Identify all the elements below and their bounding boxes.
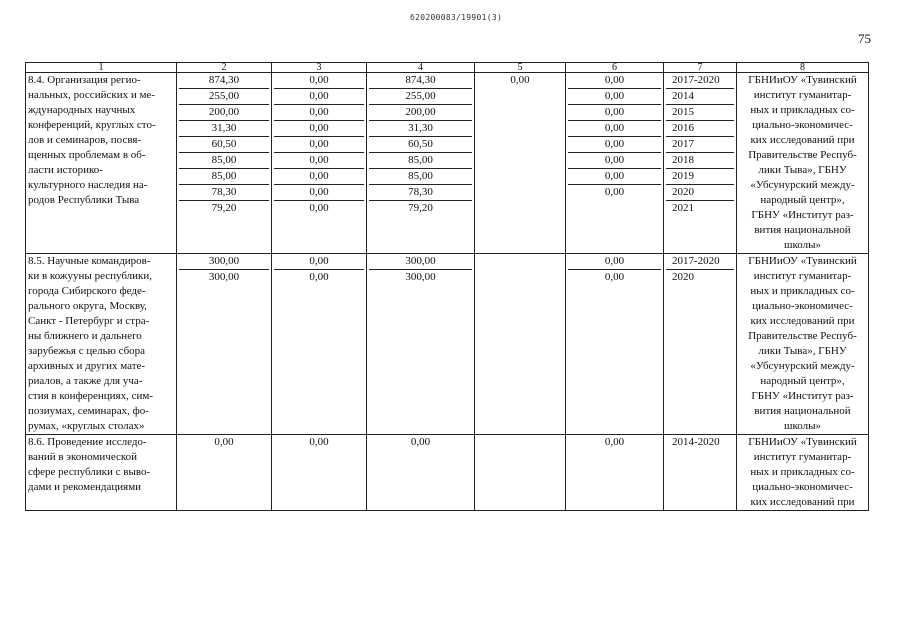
activity-name-cell-line: родов Республики Тыва: [28, 194, 140, 206]
page-number: 75: [858, 31, 871, 46]
local-funding-cell: [475, 254, 566, 435]
republic-funding-cell-value: 874,30: [369, 73, 472, 89]
activity-name-cell-line: зарубежья с целью сбора: [28, 345, 146, 357]
republic-funding-cell: [367, 435, 475, 511]
period-cell: [664, 73, 737, 254]
activity-name-cell-line: риалов, а также для уча-: [28, 375, 143, 387]
activity-name-cell: [26, 254, 177, 435]
federal-funding-cell-value: 0,00: [309, 202, 329, 214]
activity-name-cell-line: сфере республики с выво-: [28, 466, 151, 478]
extra-funding-cell-value: 0,00: [568, 121, 661, 137]
federal-funding-cell: [272, 435, 367, 511]
activity-name-cell-line: города Сибирского феде-: [28, 285, 146, 297]
executor-cell-line: ных и прикладных со-: [750, 466, 855, 478]
local-funding-cell: [475, 73, 566, 254]
executor-cell: [737, 254, 869, 435]
executor-cell-line: Правительстве Респуб-: [748, 330, 857, 342]
period-cell: [664, 435, 737, 511]
local-funding-cell-value: 0,00: [510, 74, 530, 86]
period-cell-value: 2014-2020: [672, 436, 720, 448]
period-cell-value: 2020: [666, 185, 734, 201]
activity-name-cell-line: румах, «круглых столах»: [28, 420, 145, 432]
extra-funding-cell-value: 0,00: [604, 436, 625, 448]
activity-name-cell-line: ны ближнего и дальнего: [28, 330, 142, 342]
activity-name-cell-line: лов и семинаров, посвя-: [28, 134, 142, 146]
total-funding-cell-value: 85,00: [179, 169, 269, 185]
activity-name-cell-line: 8.4. Организация регио-: [28, 74, 141, 86]
column-header: 3: [272, 63, 367, 73]
federal-funding-cell-value: 0,00: [274, 137, 364, 153]
federal-funding-cell-value: 0,00: [274, 153, 364, 169]
republic-funding-cell-value: 79,20: [408, 202, 433, 214]
document-id: б20200083/19901(3): [410, 13, 503, 22]
executor-cell-line: ГБНИиОУ «Тувинский: [748, 255, 857, 267]
extra-funding-cell-value: 0,00: [568, 105, 661, 121]
total-funding-cell-value: 200,00: [179, 105, 269, 121]
activity-name-cell-line: Санкт - Петербург и стра-: [28, 315, 150, 327]
activity-name-cell-line: ваний в экономической: [28, 451, 138, 463]
executor-cell-line: ных и прикладных со-: [750, 285, 855, 297]
executor-cell-line: народный центр»,: [760, 194, 845, 206]
table-row: [26, 254, 869, 435]
extra-funding-cell-value: 0,00: [604, 186, 625, 198]
activity-name-cell-line: 8.5. Научные командиров-: [28, 255, 151, 267]
extra-funding-cell-value: 0,00: [568, 73, 661, 89]
period-cell-value: 2017: [666, 137, 734, 153]
executor-cell-line: институт гуманитар-: [753, 270, 852, 282]
executor-cell-line: школы»: [784, 239, 821, 251]
activity-name-cell-line: ки в кожууны республики,: [28, 270, 153, 282]
activity-name-cell-line: дами и рекомендациями: [28, 481, 142, 493]
extra-funding-cell: [566, 254, 664, 435]
table-row: [26, 435, 869, 511]
activity-name-cell-line: рального округа, Москву,: [28, 300, 147, 312]
total-funding-cell-value: 874,30: [179, 73, 269, 89]
activity-name-cell: [26, 435, 177, 511]
executor-cell-line: институт гуманитар-: [753, 451, 852, 463]
executor-cell-line: циально-экономичес-: [752, 481, 853, 493]
executor-cell-line: вития национальной: [754, 405, 851, 417]
federal-funding-cell-value: 0,00: [274, 121, 364, 137]
extra-funding-cell: [566, 435, 664, 511]
federal-funding-cell: [272, 254, 367, 435]
column-header: 7: [664, 63, 737, 73]
total-funding-cell-value: 300,00: [179, 254, 269, 270]
republic-funding-cell-value: 255,00: [369, 89, 472, 105]
executor-cell-line: лики Тыва», ГБНУ: [758, 164, 847, 176]
federal-funding-cell-value: 0,00: [274, 185, 364, 201]
federal-funding-cell-value: 0,00: [274, 105, 364, 121]
activity-name-cell-line: щенных проблемам в об-: [28, 149, 146, 161]
period-cell-value: 2021: [672, 202, 694, 214]
extra-funding-cell-value: 0,00: [568, 254, 661, 270]
extra-funding-cell-value: 0,00: [568, 169, 661, 185]
executor-cell-line: ных и прикладных со-: [750, 104, 855, 116]
column-header: 5: [475, 63, 566, 73]
executor-cell-line: вития национальной: [754, 224, 851, 236]
table-row: [26, 73, 869, 254]
republic-funding-cell-value: 300,00: [369, 254, 472, 270]
activity-table: [25, 62, 869, 511]
period-cell-value: 2020: [672, 271, 694, 283]
column-header: 2: [177, 63, 272, 73]
column-header: 4: [367, 63, 475, 73]
total-funding-cell-value: 78,30: [179, 185, 269, 201]
table-header-row: [26, 63, 869, 73]
executor-cell: [737, 435, 869, 511]
executor-cell: [737, 73, 869, 254]
federal-funding-cell-value: 0,00: [309, 271, 329, 283]
local-funding-cell: [475, 435, 566, 511]
activity-name-cell-line: 8.6. Проведение исследо-: [28, 436, 147, 448]
total-funding-cell: [177, 73, 272, 254]
activity-name-cell-line: культурного наследия на-: [28, 179, 148, 191]
extra-funding-cell-value: 0,00: [604, 271, 625, 283]
republic-funding-cell-value: 60,50: [369, 137, 472, 153]
republic-funding-cell-value: 31,30: [369, 121, 472, 137]
republic-funding-cell-value: 85,00: [369, 169, 472, 185]
activity-name-cell-line: стия в конференциях, сим-: [28, 390, 154, 402]
period-cell-value: 2015: [666, 105, 734, 121]
total-funding-cell: [177, 254, 272, 435]
executor-cell-line: ГБНИиОУ «Тувинский: [748, 74, 857, 86]
federal-funding-cell-value: 0,00: [274, 73, 364, 89]
extra-funding-cell-value: 0,00: [568, 89, 661, 105]
executor-cell-line: ГБНИиОУ «Тувинский: [748, 436, 857, 448]
executor-cell-line: ГБНУ «Институт раз-: [751, 390, 854, 402]
total-funding-cell-value: 85,00: [179, 153, 269, 169]
extra-funding-cell: [566, 73, 664, 254]
period-cell-value: 2016: [666, 121, 734, 137]
executor-cell-line: ких исследований при: [750, 496, 855, 508]
executor-cell-line: Правительстве Респуб-: [748, 149, 857, 161]
federal-funding-cell-value: 0,00: [309, 436, 329, 448]
activity-name-cell: [26, 73, 177, 254]
column-header: 6: [566, 63, 664, 73]
extra-funding-cell-value: 0,00: [568, 137, 661, 153]
executor-cell-line: школы»: [784, 420, 821, 432]
period-cell-value: 2014: [666, 89, 734, 105]
executor-cell-line: циально-экономичес-: [752, 300, 853, 312]
total-funding-cell-value: 79,20: [211, 202, 237, 214]
republic-funding-cell-value: 78,30: [369, 185, 472, 201]
period-cell-value: 2017-2020: [666, 73, 734, 89]
executor-cell-line: «Убсунурский между-: [750, 179, 855, 191]
column-header: 8: [737, 63, 869, 73]
executor-cell-line: ких исследований при: [750, 315, 855, 327]
executor-cell-line: ких исследований при: [750, 134, 855, 146]
federal-funding-cell-value: 0,00: [274, 169, 364, 185]
activity-name-cell-line: ласти историко-: [28, 164, 103, 176]
total-funding-cell-value: 60,50: [179, 137, 269, 153]
republic-funding-cell: [367, 254, 475, 435]
activity-name-cell-line: архивных и других мате-: [28, 360, 146, 372]
activity-name-cell-line: ждународных научных: [28, 104, 136, 116]
executor-cell-line: институт гуманитар-: [753, 89, 852, 101]
period-cell-value: 2017-2020: [666, 254, 734, 270]
activity-name-cell-line: нальных, российских и ме-: [28, 89, 155, 101]
republic-funding-cell-value: 200,00: [369, 105, 472, 121]
executor-cell-line: циально-экономичес-: [752, 119, 853, 131]
federal-funding-cell-value: 0,00: [274, 89, 364, 105]
period-cell-value: 2019: [666, 169, 734, 185]
column-header: 1: [26, 63, 177, 73]
total-funding-cell-value: 0,00: [214, 436, 234, 448]
executor-cell-line: ГБНУ «Институт раз-: [751, 209, 854, 221]
republic-funding-cell-value: 300,00: [405, 271, 436, 283]
executor-cell-line: лики Тыва», ГБНУ: [758, 345, 847, 357]
activity-name-cell-line: позиумах, семинарах, фо-: [28, 405, 149, 417]
extra-funding-cell-value: 0,00: [568, 153, 661, 169]
total-funding-cell-value: 300,00: [208, 271, 240, 283]
total-funding-cell-value: 31,30: [179, 121, 269, 137]
executor-cell-line: народный центр»,: [760, 375, 845, 387]
republic-funding-cell: [367, 73, 475, 254]
period-cell: [664, 254, 737, 435]
executor-cell-line: «Убсунурский между-: [750, 360, 855, 372]
federal-funding-cell: [272, 73, 367, 254]
federal-funding-cell-value: 0,00: [274, 254, 364, 270]
republic-funding-cell-value: 85,00: [369, 153, 472, 169]
period-cell-value: 2018: [666, 153, 734, 169]
total-funding-cell-value: 255,00: [179, 89, 269, 105]
activity-name-cell-line: конференций, круглых сто-: [28, 119, 156, 131]
republic-funding-cell-value: 0,00: [410, 436, 431, 448]
total-funding-cell: [177, 435, 272, 511]
